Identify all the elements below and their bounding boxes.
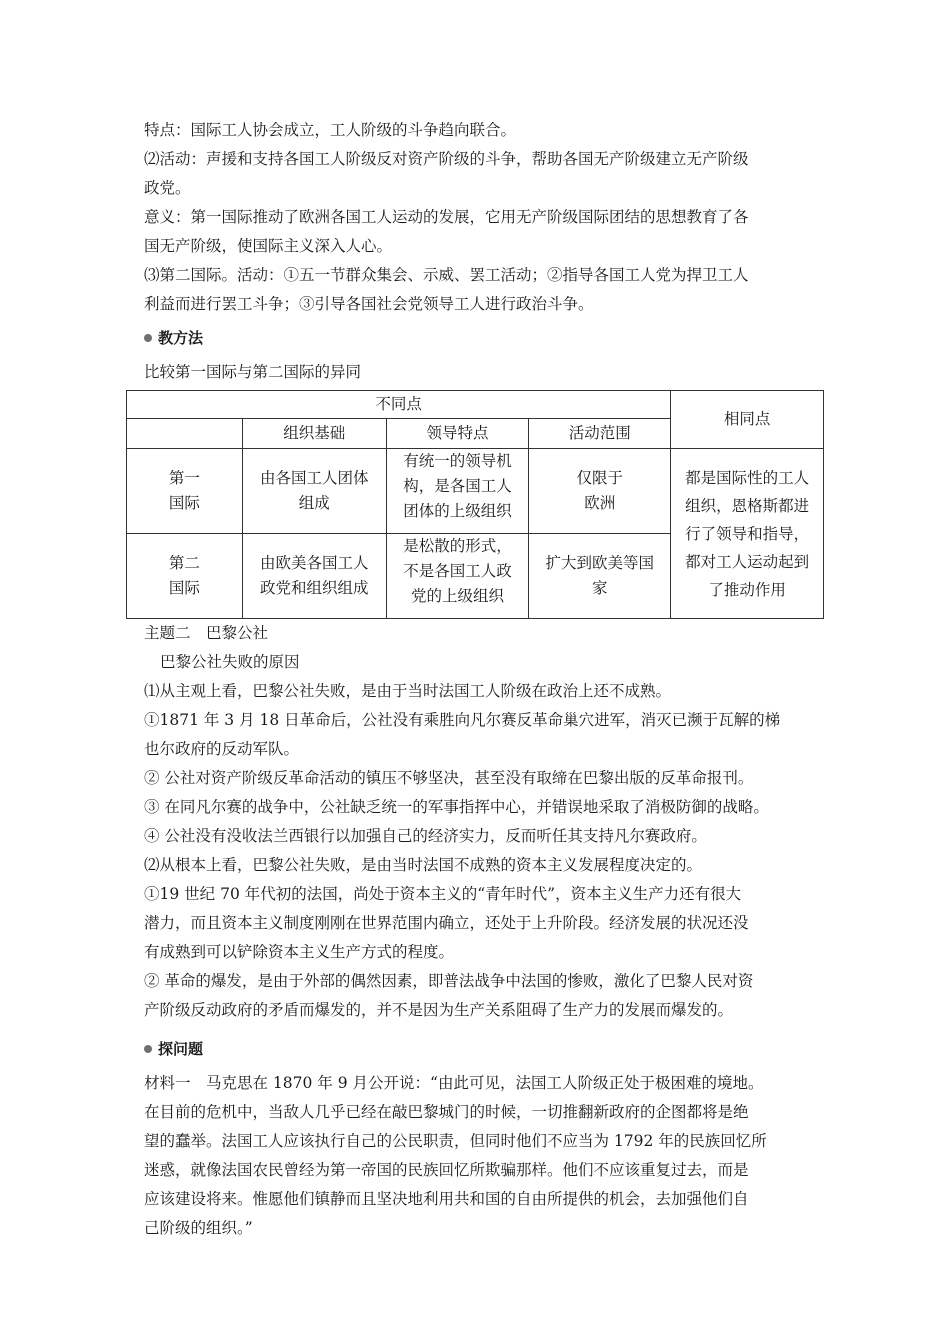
cause-line-12: 产阶级反动政府的矛盾而爆发的，并不是因为生产关系阻碍了生产力的发展而爆发的。 <box>144 1001 734 1019</box>
col-lead-header: 领导特点 <box>386 419 529 449</box>
row2-scope: 扩大到欧美等国 家 <box>529 534 671 619</box>
material-line-4: 迷惑，就像法国农民曾经为第一帝国的民族回忆所欺骗那样。他们不应该重复过去，而是 <box>144 1161 749 1179</box>
corner-cell <box>127 419 243 449</box>
cause-line-11: ② 革命的爆发，是由于外部的偶然因素，即普法战争中法国的惨败，激化了巴黎人民对资 <box>144 972 754 990</box>
activity-line-1: ⑵活动：声援和支持各国工人阶级反对资产阶级的斗争，帮助各国无产阶级建立无产阶级 <box>144 150 749 168</box>
cause-line-10: 有成熟到可以铲除资本主义生产方式的程度。 <box>144 943 455 961</box>
row2-lead: 是松散的形式， 不是各国工人政 党的上级组织 <box>386 534 529 619</box>
material-line-3: 望的蠢举。法国工人应该执行自己的公民职责，但同时他们不应当为 1792 年的民族回忆所 <box>144 1132 767 1150</box>
meaning-line-1: 意义：第一国际推动了欧洲各国工人运动的发展，它用无产阶级国际团结的思想教育了各 <box>144 208 749 226</box>
table-intro: 比较第一国际与第二国际的异同 <box>144 363 362 381</box>
same-points: 都是国际性的工人 组织，恩格斯都进 行了领导和指导， 都对工人运动起到 了推动作用 <box>671 449 824 619</box>
cause-line-8: ①19 世纪 70 年代初的法国，尚处于资本主义的“青年时代”，资本主义生产力还有很大 <box>144 885 742 903</box>
theme-two-title: 主题二 巴黎公社 <box>144 624 269 642</box>
teach-method-heading: 教方法 <box>144 324 203 353</box>
feature-line: 特点：国际工人协会成立，工人阶级的斗争趋向联合。 <box>144 121 517 139</box>
explore-heading: 探问题 <box>144 1035 203 1064</box>
cause-line-7: ⑵从根本上看，巴黎公社失败，是由当时法国不成熟的资本主义发展程度决定的。 <box>144 856 703 874</box>
material-line-2: 在目前的危机中，当敌人几乎已经在敲巴黎城门的时候，一切推翻新政府的企图都将是绝 <box>144 1103 749 1121</box>
same-header: 相同点 <box>671 391 824 449</box>
table-row <box>127 449 824 534</box>
cause-line-6: ④ 公社没有没收法兰西银行以加强自己的经济实力，反而听任其支持凡尔赛政府。 <box>144 827 707 845</box>
row1-name: 第一 国际 <box>127 449 243 534</box>
cause-line-2: ①1871 年 3 月 18 日革命后，公社没有乘胜向凡尔赛反革命巢穴进军，消灭已濒于瓦解的梯 <box>144 711 781 729</box>
bullet-dot-icon <box>144 334 152 342</box>
paris-commune-subtitle: 巴黎公社失败的原因 <box>160 653 300 671</box>
row2-org: 由欧美各国工人 政党和组织组成 <box>242 534 386 619</box>
row1-org: 由各国工人团体 组成 <box>242 449 386 534</box>
meaning-line-2: 国无产阶级，使国际主义深入人心。 <box>144 237 393 255</box>
second-intl-line-1: ⑶第二国际。活动：①五一节群众集会、示威、罢工活动；②指导各国工人党为捍卫工人 <box>144 266 749 284</box>
cause-line-5: ③ 在同凡尔赛的战争中，公社缺乏统一的军事指挥中心，并错误地采取了消极防御的战略。 <box>144 798 769 816</box>
activity-line-2: 政党。 <box>144 179 191 197</box>
row2-name: 第二 国际 <box>127 534 243 619</box>
comparison-table <box>126 390 824 619</box>
bullet-dot-icon <box>144 1045 152 1053</box>
row1-scope: 仅限于 欧洲 <box>529 449 671 534</box>
col-scope-header: 活动范围 <box>529 419 671 449</box>
diff-header: 不同点 <box>127 391 671 419</box>
cause-line-3: 也尔政府的反动军队。 <box>144 740 300 758</box>
cause-line-1: ⑴从主观上看，巴黎公社失败，是由于当时法国工人阶级在政治上还不成熟。 <box>144 682 672 700</box>
second-intl-line-2: 利益而进行罢工斗争；③引导各国社会党领导工人进行政治斗争。 <box>144 295 594 313</box>
material-line-6: 己阶级的组织。” <box>144 1219 253 1237</box>
cause-line-4: ② 公社对资产阶级反革命活动的镇压不够坚决，甚至没有取缔在巴黎出版的反革命报刊。 <box>144 769 754 787</box>
cause-line-9: 潜力，而且资本主义制度刚刚在世界范围内确立，还处于上升阶段。经济发展的状况还没 <box>144 914 749 932</box>
col-org-header: 组织基础 <box>242 419 386 449</box>
material-line-1: 材料一 马克思在 1870 年 9 月公开说：“由此可见，法国工人阶级正处于极困难的境地。 <box>144 1074 764 1092</box>
material-line-5: 应该建设将来。惟愿他们镇静而且坚决地利用共和国的自由所提供的机会，去加强他们自 <box>144 1190 749 1208</box>
row1-lead: 有统一的领导机 构，是各国工人 团体的上级组织 <box>386 449 529 534</box>
